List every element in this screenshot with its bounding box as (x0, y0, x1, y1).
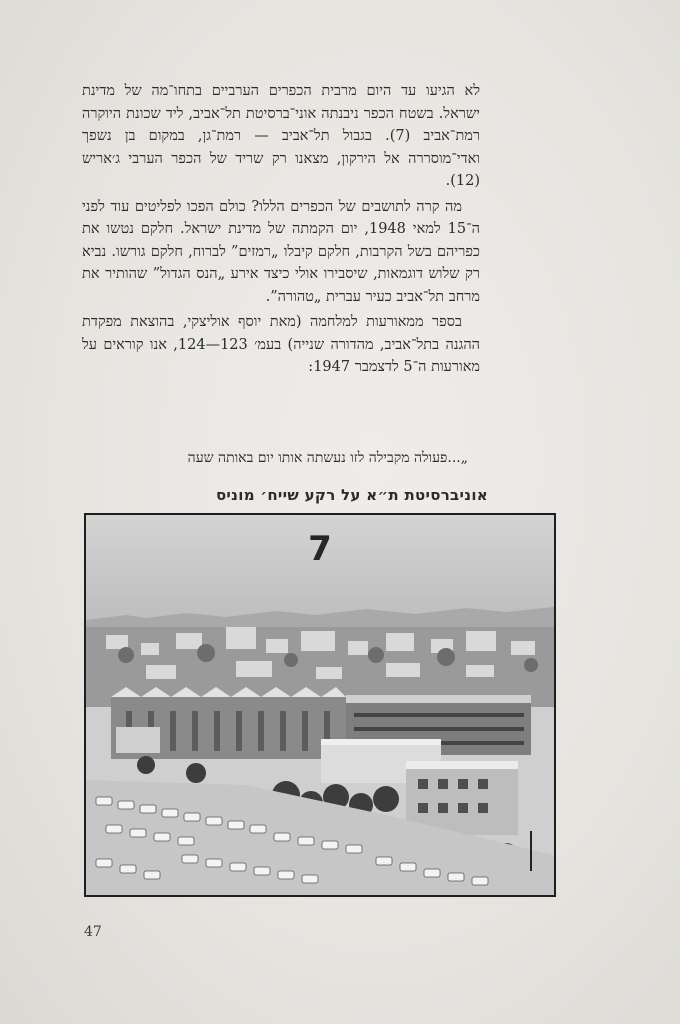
quote-line: „...פעולה מקבילה לזו נעשתה אותו יום באותה שעה (187, 450, 468, 466)
photograph (84, 513, 556, 897)
photo-number: 7 (308, 529, 332, 569)
body-text (82, 80, 480, 382)
paragraph-3: בספר ממאורעות למלחמה (מאת יוסף אוליצקי, בהוצאת מפקדת ההגנה בתל־אביב, מהדורה שנייה) בעמ׳ 123—124, אנו קוראים על מאורעות ה־5 לדצמבר 1947: (82, 314, 480, 375)
page-number: 47 (84, 924, 102, 940)
photograph-illustration (86, 515, 554, 895)
paragraph-1: לא הגיעו עד היום מרבית הכפרים הערביים בתחו־מה של מדינת ישראל. בשטח הכפר ניבנתה אוני־ברסיטת תל־אביב, ליד שכונת היוקרה רמת־אביב (7). בגבול תל־אביב — רמת־גן, במקום בן נשפך ואדי־מוסררה אל הירקון, מצאנו רק שריד של הכפר הערבי ג׳אריש (12). (82, 83, 480, 189)
paragraph-2: מה קרה לתושבים של הכפרים הללו? כולם הפכו לפליטים עוד לפני ה־15 למאי 1948, יום הקמתה של מדינת ישראל. חלקם נטשו את כפריהם בשל הקרבות, חלקם קיבלו „רמזים” לברוח, חלקם גורשו. נביא רק שלוש דוגמאות, שיסבירו אולי כיצד אירע „הנס הגדול” שהותיר את מרחב תל־אביב כעיר עברית „טהורה”. (82, 198, 480, 305)
photo-caption: אוניברסיטת ת״א על רקע שייח׳ מוניס (215, 486, 488, 504)
